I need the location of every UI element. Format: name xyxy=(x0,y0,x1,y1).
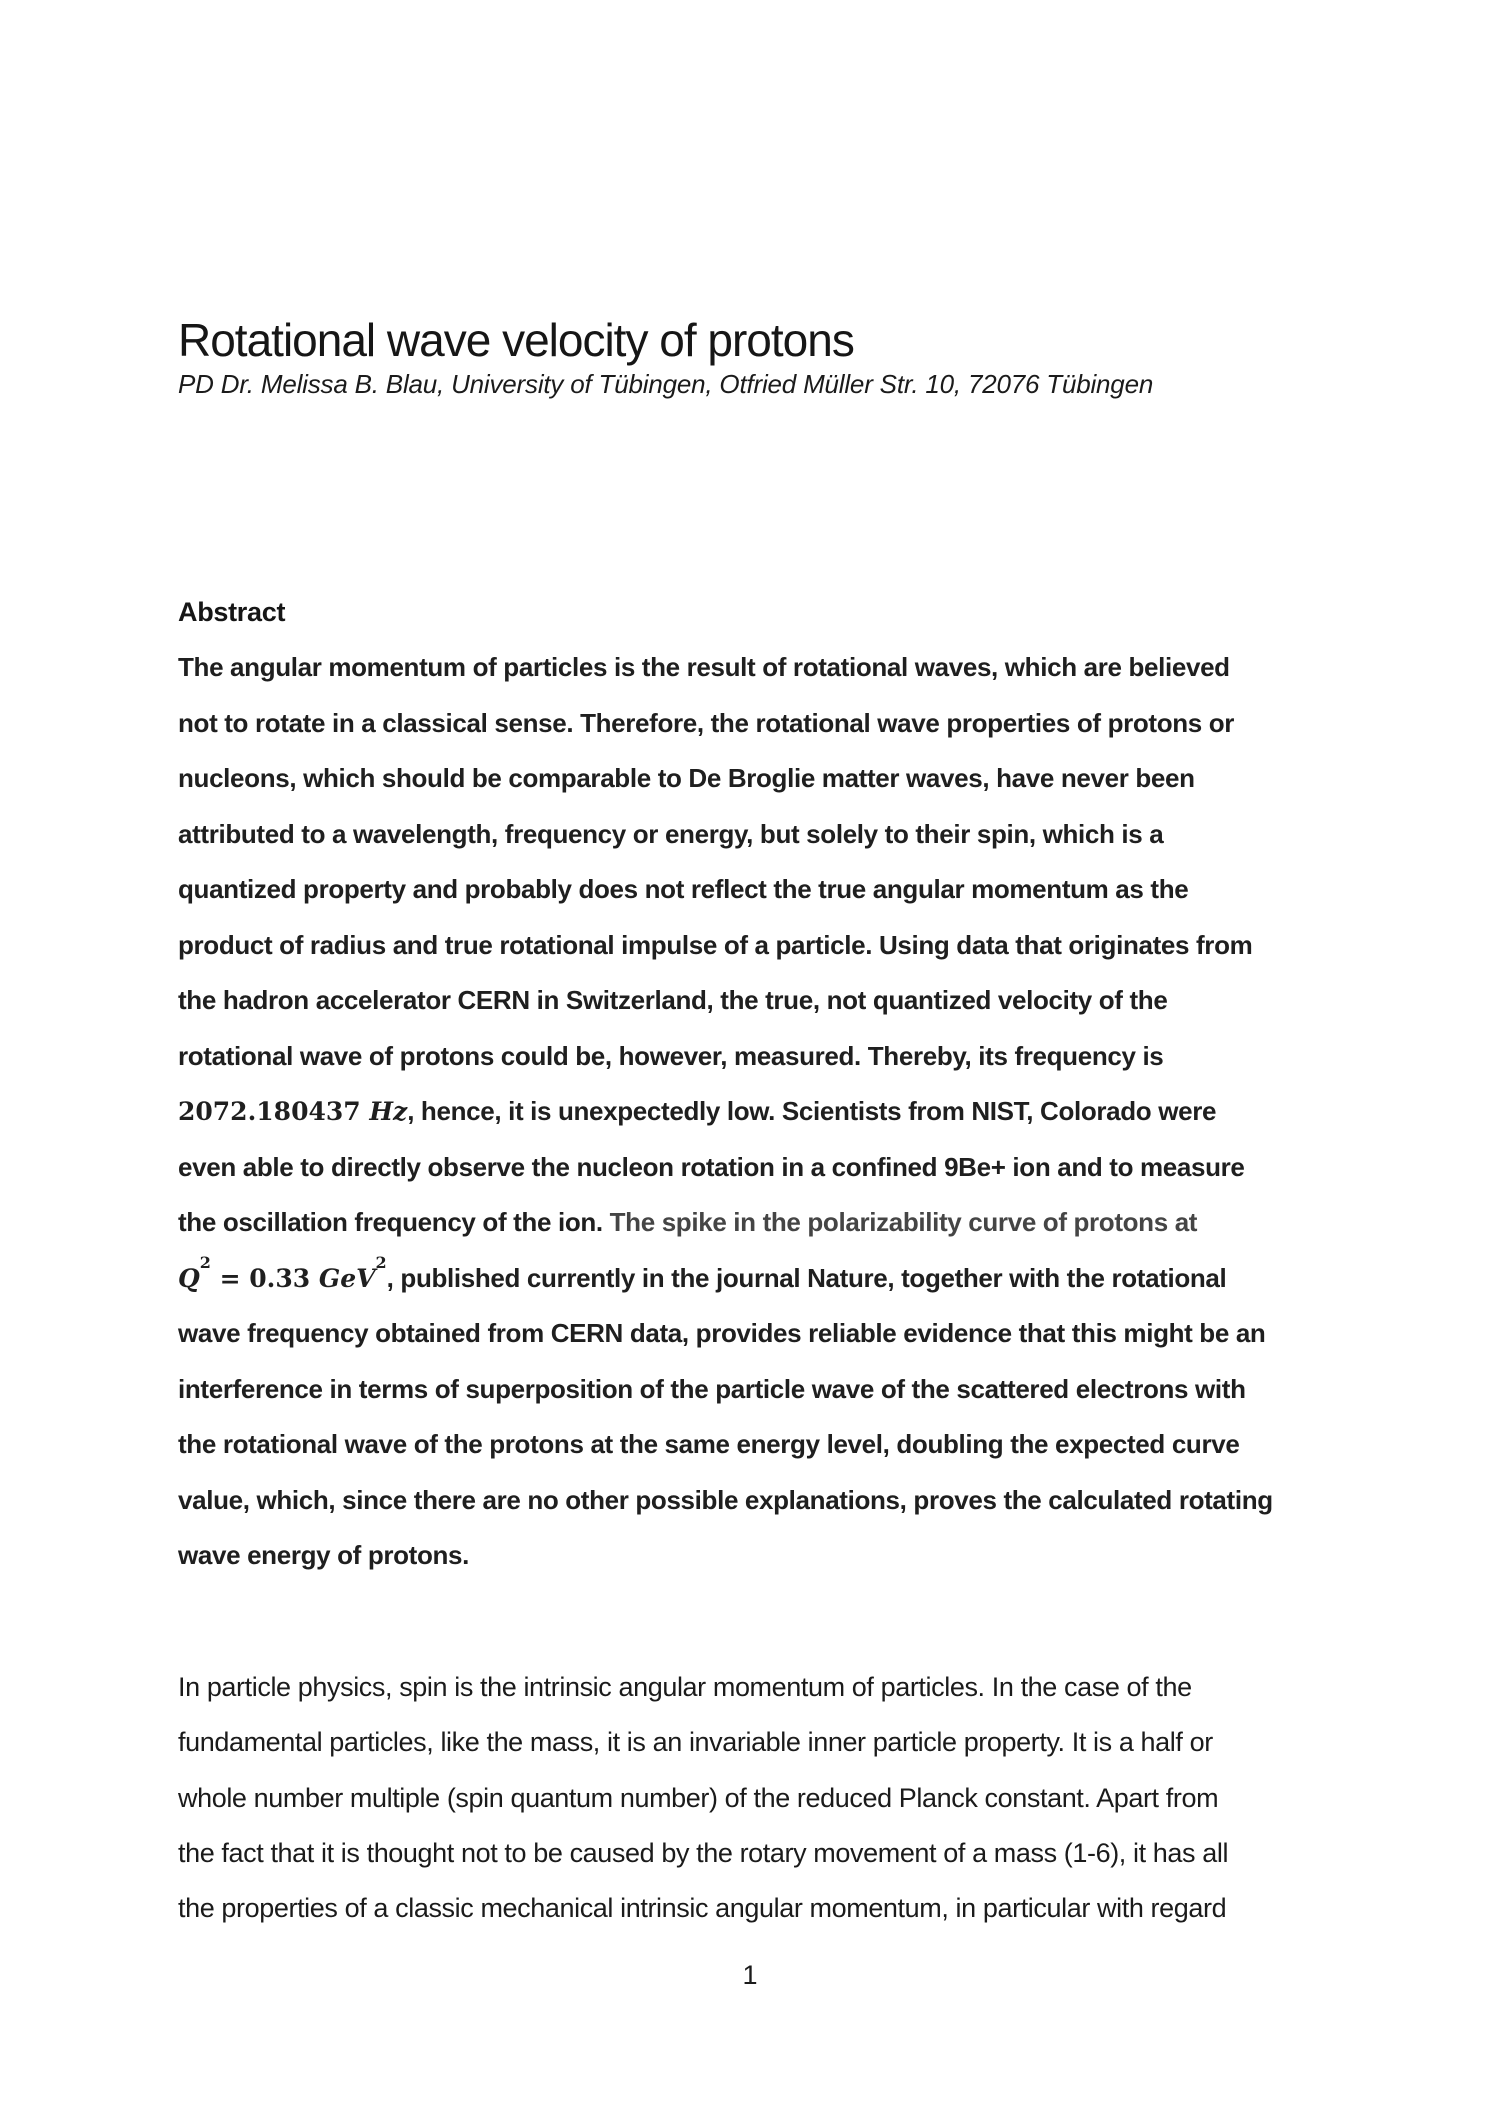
intro-paragraph xyxy=(178,1660,1328,1936)
frequency-unit: Hz xyxy=(369,1097,408,1126)
abstract-line: product of radius and true rotational impulse of a particle. Using data that originates from xyxy=(178,929,1253,960)
abstract-line-text: the oscillation frequency of the ion. xyxy=(178,1207,610,1237)
gev-unit: GeV xyxy=(318,1263,376,1293)
abstract-line: wave frequency obtained from CERN data, provides reliable evidence that this might be an xyxy=(178,1318,1266,1348)
abstract-line-muted-text: The spike in the polarizability curve of protons at xyxy=(609,1207,1198,1237)
abstract-line: value, which, since there are no other possible explanations, proves the calculated rotating xyxy=(178,1484,1273,1515)
page-title: Rotational wave velocity of protons xyxy=(178,313,854,366)
paragraph-line: the properties of a classic mechanical intrinsic angular momentum, in particular with regard xyxy=(178,1893,1227,1924)
abstract-line: nucleons, which should be comparable to De Broglie matter waves, have never been xyxy=(178,763,1195,793)
paragraph-line: the fact that it is thought not to be caused by the rotary movement of a mass (1-6), it has all xyxy=(178,1837,1229,1868)
abstract-line: even able to directly observe the nucleon rotation in a confined 9Be+ ion and to measure xyxy=(178,1151,1245,1182)
abstract-heading: Abstract xyxy=(178,597,286,627)
author-line: PD Dr. Melissa B. Blau, University of Tübingen, Otfried Müller Str. 10, 72076 Tübingen xyxy=(178,369,1154,399)
abstract-paragraph xyxy=(178,640,1328,1584)
abstract-line: the hadron accelerator CERN in Switzerland, the true, not quantized velocity of the xyxy=(178,985,1168,1015)
abstract-line: interference in terms of superposition of the particle wave of the scattered electrons with xyxy=(178,1373,1246,1404)
abstract-line: quantized property and probably does not reflect the true angular momentum as the xyxy=(178,874,1189,904)
abstract-line: wave energy of protons. xyxy=(178,1540,470,1570)
abstract-line-spike xyxy=(178,1195,1328,1251)
abstract-line: rotational wave of protons could be, however, measured. Thereby, its frequency is xyxy=(178,1040,1164,1071)
abstract-line: attributed to a wavelength, frequency or energy, but solely to their spin, which is a xyxy=(178,818,1164,849)
q-variable: Q xyxy=(178,1263,200,1293)
abstract-line-q-squared xyxy=(178,1251,1328,1307)
q-exponent: 2 xyxy=(199,1253,211,1273)
abstract-line: not to rotate in a classical sense. Therefore, the rotational wave properties of protons or xyxy=(178,707,1235,738)
paragraph-line: fundamental particles, like the mass, it is an invariable inner particle property. It is a half or xyxy=(178,1727,1213,1758)
abstract-line-text: , published currently in the journal Nature, together with the rotational xyxy=(386,1262,1227,1293)
frequency-value: 2072.180437 xyxy=(178,1097,370,1126)
abstract-line-text: , hence, it is unexpectedly low. Scientists from NIST, Colorado were xyxy=(407,1096,1217,1126)
gev-exponent: 2 xyxy=(375,1253,387,1273)
paragraph-line: In particle physics, spin is the intrinsic angular momentum of particles. In the case of the xyxy=(178,1672,1192,1702)
abstract-line: the rotational wave of the protons at the same energy level, doubling the expected curve xyxy=(178,1429,1240,1459)
abstract-line-frequency xyxy=(178,1084,1328,1140)
abstract-line: The angular momentum of particles is the result of rotational waves, which are believed xyxy=(178,652,1230,682)
page-number: 1 xyxy=(742,1960,758,1990)
q-equation: = 0.33 xyxy=(210,1263,319,1293)
paragraph-line: whole number multiple (spin quantum number) of the reduced Planck constant. Apart from xyxy=(178,1782,1219,1813)
